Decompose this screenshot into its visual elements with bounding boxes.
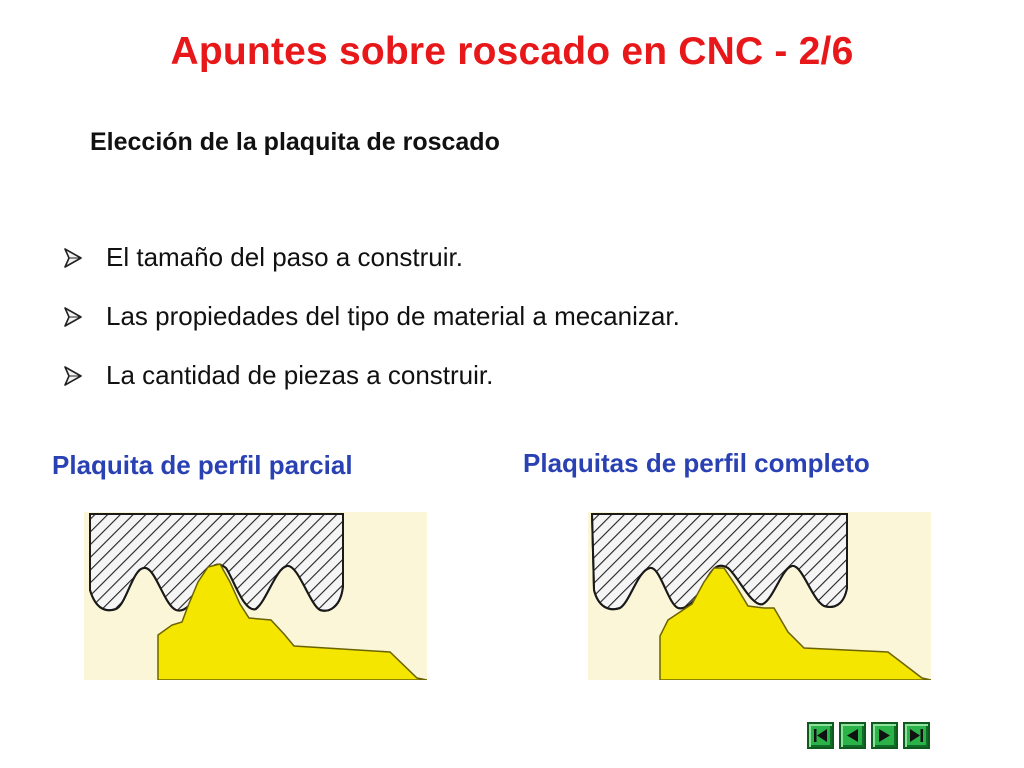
bullet-text: La cantidad de piezas a construir. — [106, 360, 494, 390]
last-slide-button[interactable] — [903, 722, 930, 749]
list-item — [62, 346, 680, 405]
slide-title: Apuntes sobre roscado en CNC - 2/6 — [170, 30, 854, 73]
arrow-bullet-icon — [62, 306, 106, 328]
list-item — [62, 228, 680, 287]
first-slide-button[interactable] — [807, 722, 834, 749]
caption-partial-profile: Plaquita de perfil parcial — [52, 450, 353, 480]
caption-full-profile: Plaquitas de perfil completo — [523, 448, 870, 478]
list-item — [62, 287, 680, 346]
next-slide-button[interactable] — [871, 722, 898, 749]
arrow-bullet-icon — [62, 365, 106, 387]
slide-subtitle: Elección de la plaquita de roscado — [90, 128, 500, 156]
bullet-text: El tamaño del paso a construir. — [106, 242, 463, 272]
bullet-list — [62, 228, 680, 405]
previous-slide-button[interactable] — [839, 722, 866, 749]
first-slide-icon — [812, 727, 829, 744]
slide-navigation — [807, 722, 930, 749]
full-profile-insert-diagram — [588, 512, 931, 680]
last-slide-icon — [908, 727, 925, 744]
partial-profile-insert-diagram — [84, 512, 427, 680]
arrow-bullet-icon — [62, 247, 106, 269]
bullet-text: Las propiedades del tipo de material a mecanizar. — [106, 301, 680, 331]
next-slide-icon — [876, 727, 893, 744]
previous-slide-icon — [844, 727, 861, 744]
